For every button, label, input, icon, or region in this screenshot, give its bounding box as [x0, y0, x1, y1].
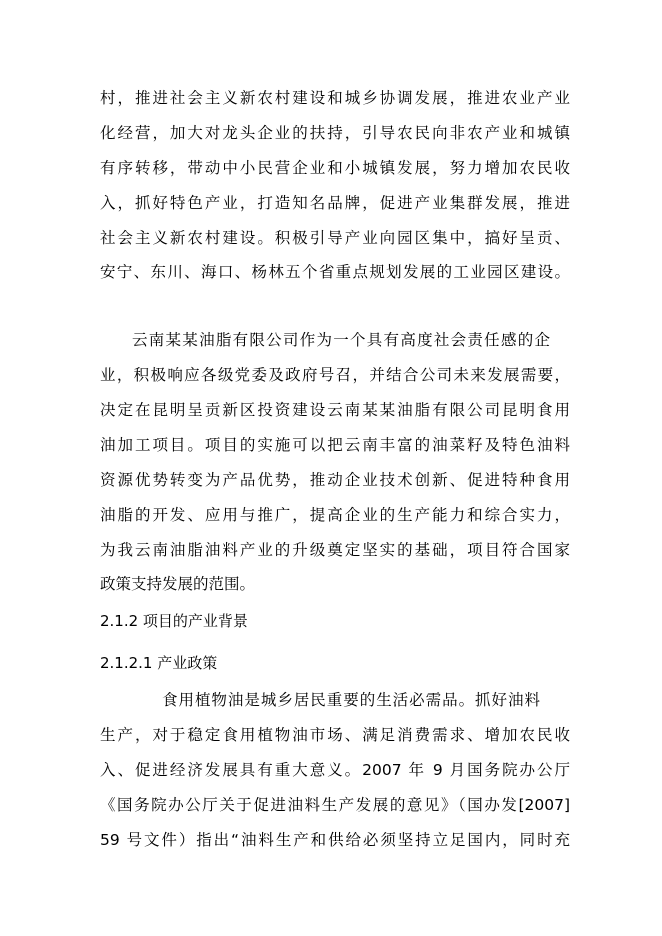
text-line: 业，积极响应各级党委及政府号召，并结合公司未来发展需要， [100, 366, 570, 384]
text-line: 入，抓好特色产业，打造知名品牌，促进产业集群发展，推进 [100, 194, 570, 212]
text-line: 村，推进社会主义新农村建设和城乡协调发展，推进农业产业 [100, 89, 570, 107]
section-heading: 2.1.2 项目的产业背景 [100, 612, 248, 630]
text-line: 油加工项目。项目的实施可以把云南丰富的油菜籽及特色油料 [100, 436, 570, 454]
text-line: 食用植物油是城乡居民重要的生活必需品。抓好油料 [162, 691, 540, 709]
text-line: 《国务院办公厅关于促进油料生产发展的意见》（国办发[2007] [100, 796, 570, 814]
text-line: 59 号文件）指出“油料生产和供给必须坚持立足国内，同时充 [100, 831, 570, 849]
text-line: 社会主义新农村建设。积极引导产业向园区集中，搞好呈贡、 [100, 229, 570, 247]
text-line: 云南某某油脂有限公司作为一个具有高度社会责任感的企 [132, 331, 550, 349]
text-line: 入、促进经济发展具有重大意义。2007 年 9 月国务院办公厅 [100, 761, 570, 779]
text-line: 油脂的开发、应用与推广，提高企业的生产能力和综合实力， [100, 506, 570, 524]
text-line: 资源优势转变为产品优势，推动企业技术创新、促进特种食用 [100, 471, 570, 489]
text-line: 化经营，加大对龙头企业的扶持，引导农民向非农产业和城镇 [100, 124, 570, 142]
text-line: 有序转移，带动中小民营企业和小城镇发展，努力增加农民收 [100, 159, 570, 177]
text-line: 安宁、东川、海口、杨林五个省重点规划发展的工业园区建设。 [100, 263, 570, 281]
subsection-heading: 2.1.2.1 产业政策 [100, 654, 218, 672]
text-line: 生产，对于稳定食用植物油市场、满足消费需求、增加农民收 [100, 726, 570, 744]
text-line: 决定在昆明呈贡新区投资建设云南某某油脂有限公司昆明食用 [100, 401, 570, 419]
text-line: 政策支持发展的范围。 [100, 575, 256, 593]
text-line: 为我云南油脂油料产业的升级奠定坚实的基础，项目符合国家 [100, 541, 570, 559]
